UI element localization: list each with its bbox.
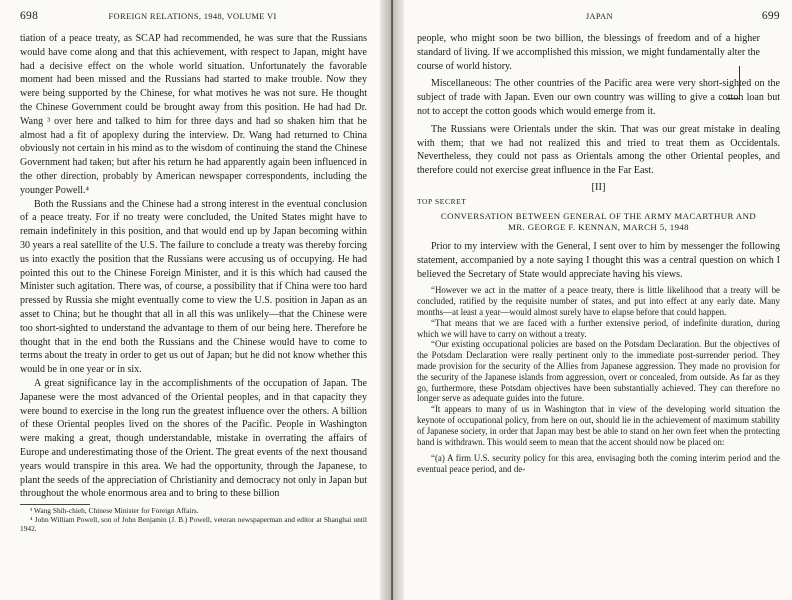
statement-paragraph-2: “That means that we are faced with a further extensive period, of indefinite duration, during which we will have to carry on without a treaty.: [417, 317, 780, 339]
classification-label: TOP SECRET: [417, 196, 467, 206]
conversation-title-line-1: CONVERSATION BETWEEN GENERAL OF THE ARMY MACARTHUR AND: [440, 210, 757, 221]
statement-paragraph-5: “(a) A firm U.S. security policy for this area, envisaging both the coming interim period and the eventual peace period, and de-: [417, 453, 780, 475]
left-running-head: [20, 10, 367, 32]
left-paragraph-2: Both the Russians and the Chinese had a strong interest in the eventual conclusion of a peace treaty. For if no treaty were concluded, the United States might have to remain indefinitely in this position, and that would end up by Japan becoming within 30 years a real satellite of the U.S. The failure to conclude a treaty was thereby forcing us into exactly the position that the Russians were accusing us of occupying. He had pointed this out to the Chinese Foreign Minister, and it is this which had caused the Minister such agitation. There was, of course, a possibility that if China were too hard pressed by Russia she might eventually come to view the U.S. position in Japan as an asset to China; but he thought that all in all this was unlikely—that the Chinese were too short-sighted to understand the advantage to them of our being here. Therefore he thought that in the end both the Russians and the Chinese would have to come to terms about the treaty in order to get us out of Japan; but he did not know whether this would be in one year or in six.: [20, 198, 367, 376]
footnote-rule: [20, 504, 90, 505]
left-page: [0, 0, 380, 600]
margin-pencil-mark: [727, 66, 740, 99]
page-number-right: 699: [761, 10, 780, 22]
right-paragraph-2: Miscellaneous: The other countries of the Pacific area were very short-sighted on the subject of trade with Japan. Even our own country was willing to give a cotton loan but not to accept the cotton goods which would emerge from it.: [417, 78, 780, 117]
running-head-title-left: FOREIGN RELATIONS, 1948, VOLUME VI: [108, 11, 277, 21]
statement-paragraph-1: “However we act in the matter of a peace treaty, there is little likelihood that a treaty will be concluded, ratified by the requisite number of states, and put into effect at any early date. Many months—at least a year—would almost surely have to elapse before that could happen.: [417, 285, 780, 317]
footnote-4: ⁴ John William Powell, son of John Benjamin (J. B.) Powell, veteran newspaperman and editor at Shanghai until 1942.: [20, 514, 367, 533]
book-gutter: [380, 0, 404, 600]
intro-paragraph: Prior to my interview with the General, I sent over to him by messenger the following statement, accompanied by a note saying I thought this was a central question on which I believed the Secretary of State would appreciate having his views.: [417, 240, 780, 280]
running-head-title-right: JAPAN: [585, 11, 613, 21]
right-paragraph-3: The Russians were Orientals under the skin. That was our great mistake in dealing with them; that we had not realized this and tried to treat them as Occidentals. Nevertheless, they could not pass as Orientals among the other Oriental peoples, and therefore could not exercise great influence in the Far East.: [417, 123, 780, 177]
right-running-head: [417, 10, 780, 32]
right-paragraph-1: people, who might soon be two billion, the blessings of freedom and of a higher standard of living. If we accomplished this mission, we might fundamentally alter the course of world history.: [417, 33, 760, 72]
page-number-left: 698: [20, 10, 39, 22]
left-paragraph-3: A great significance lay in the accomplishments of the occupation of Japan. The Japanese were the most advanced of the Oriental peoples, and in that capacity they were bound to exercise in the long run the greatest influence over the others. A billion of these Oriental peoples lived on the shores of the Pacific. People in Washington were making a great, though understandable, mistake in overrating the affairs of Europe and underestimating those of the Orient. The great events of the next thousand years would transpire in this area. We had the opportunity, through the Japanese, to plant the seeds of the appreciation of Christianity and democracy not only in Japan but throughout the whole enormous area and to bring to these billion: [20, 377, 367, 500]
conversation-heading: [417, 211, 780, 233]
footnote-3: ³ Wang Shih-chieh, Chinese Minister for Foreign Affairs.: [30, 506, 199, 516]
statement-paragraph-3: “Our existing occupational policies are based on the Potsdam Declaration. But the objectives of the Potsdam Declaration were really pertinent only to the immediate post-surrender period. They made provision for the security of the Allies from Japanese aggression. They made no provision for the security of the Japanese islands from aggression, overt or concealed, from outside. As far as they go, furthermore, these Potsdam objectives have been substantially achieved. They can therefore no longer serve as adequate guides into the future.: [417, 339, 780, 404]
statement-paragraph-4: “It appears to many of us in Washington that in view of the developing world situation the keynote of occupational policy, from here on out, should lie in the achievement of maximum stability of Japanese society, in order that Japan may best be able to stand on her own feet when the protecting hand is withdrawn. This would seem to mean that the accent should now be placed on:: [417, 404, 780, 447]
conversation-title-line-2: MR. GEORGE F. KENNAN, MARCH 5, 1948: [508, 221, 689, 232]
left-paragraph-1: tiation of a peace treaty, as SCAP had recommended, he was sure that the Russians would have come along and that this achievement, with respect to Japan, might have had a decisive effect on the whole world situation. Unfortunately the favorable moment had been missed and the Russians had started to make trouble. Now they were being supported by the Chinese, for what motives he was not sure. He thought the Chinese Government could be brought away from this position. He had had Dr. Wang ³ over here and talked to him for three days and had so shaken him that he almost had a fit of apoplexy during the interview. Dr. Wang had returned to China obviously not certain in his mind as to the wisdom of continuing the stand the Chinese Government had taken; but after his return he had apparently again been influenced in the other direction, probably by American newspaper correspondents, including the younger Powell.⁴: [20, 33, 367, 196]
section-marker: [II]: [591, 181, 606, 193]
